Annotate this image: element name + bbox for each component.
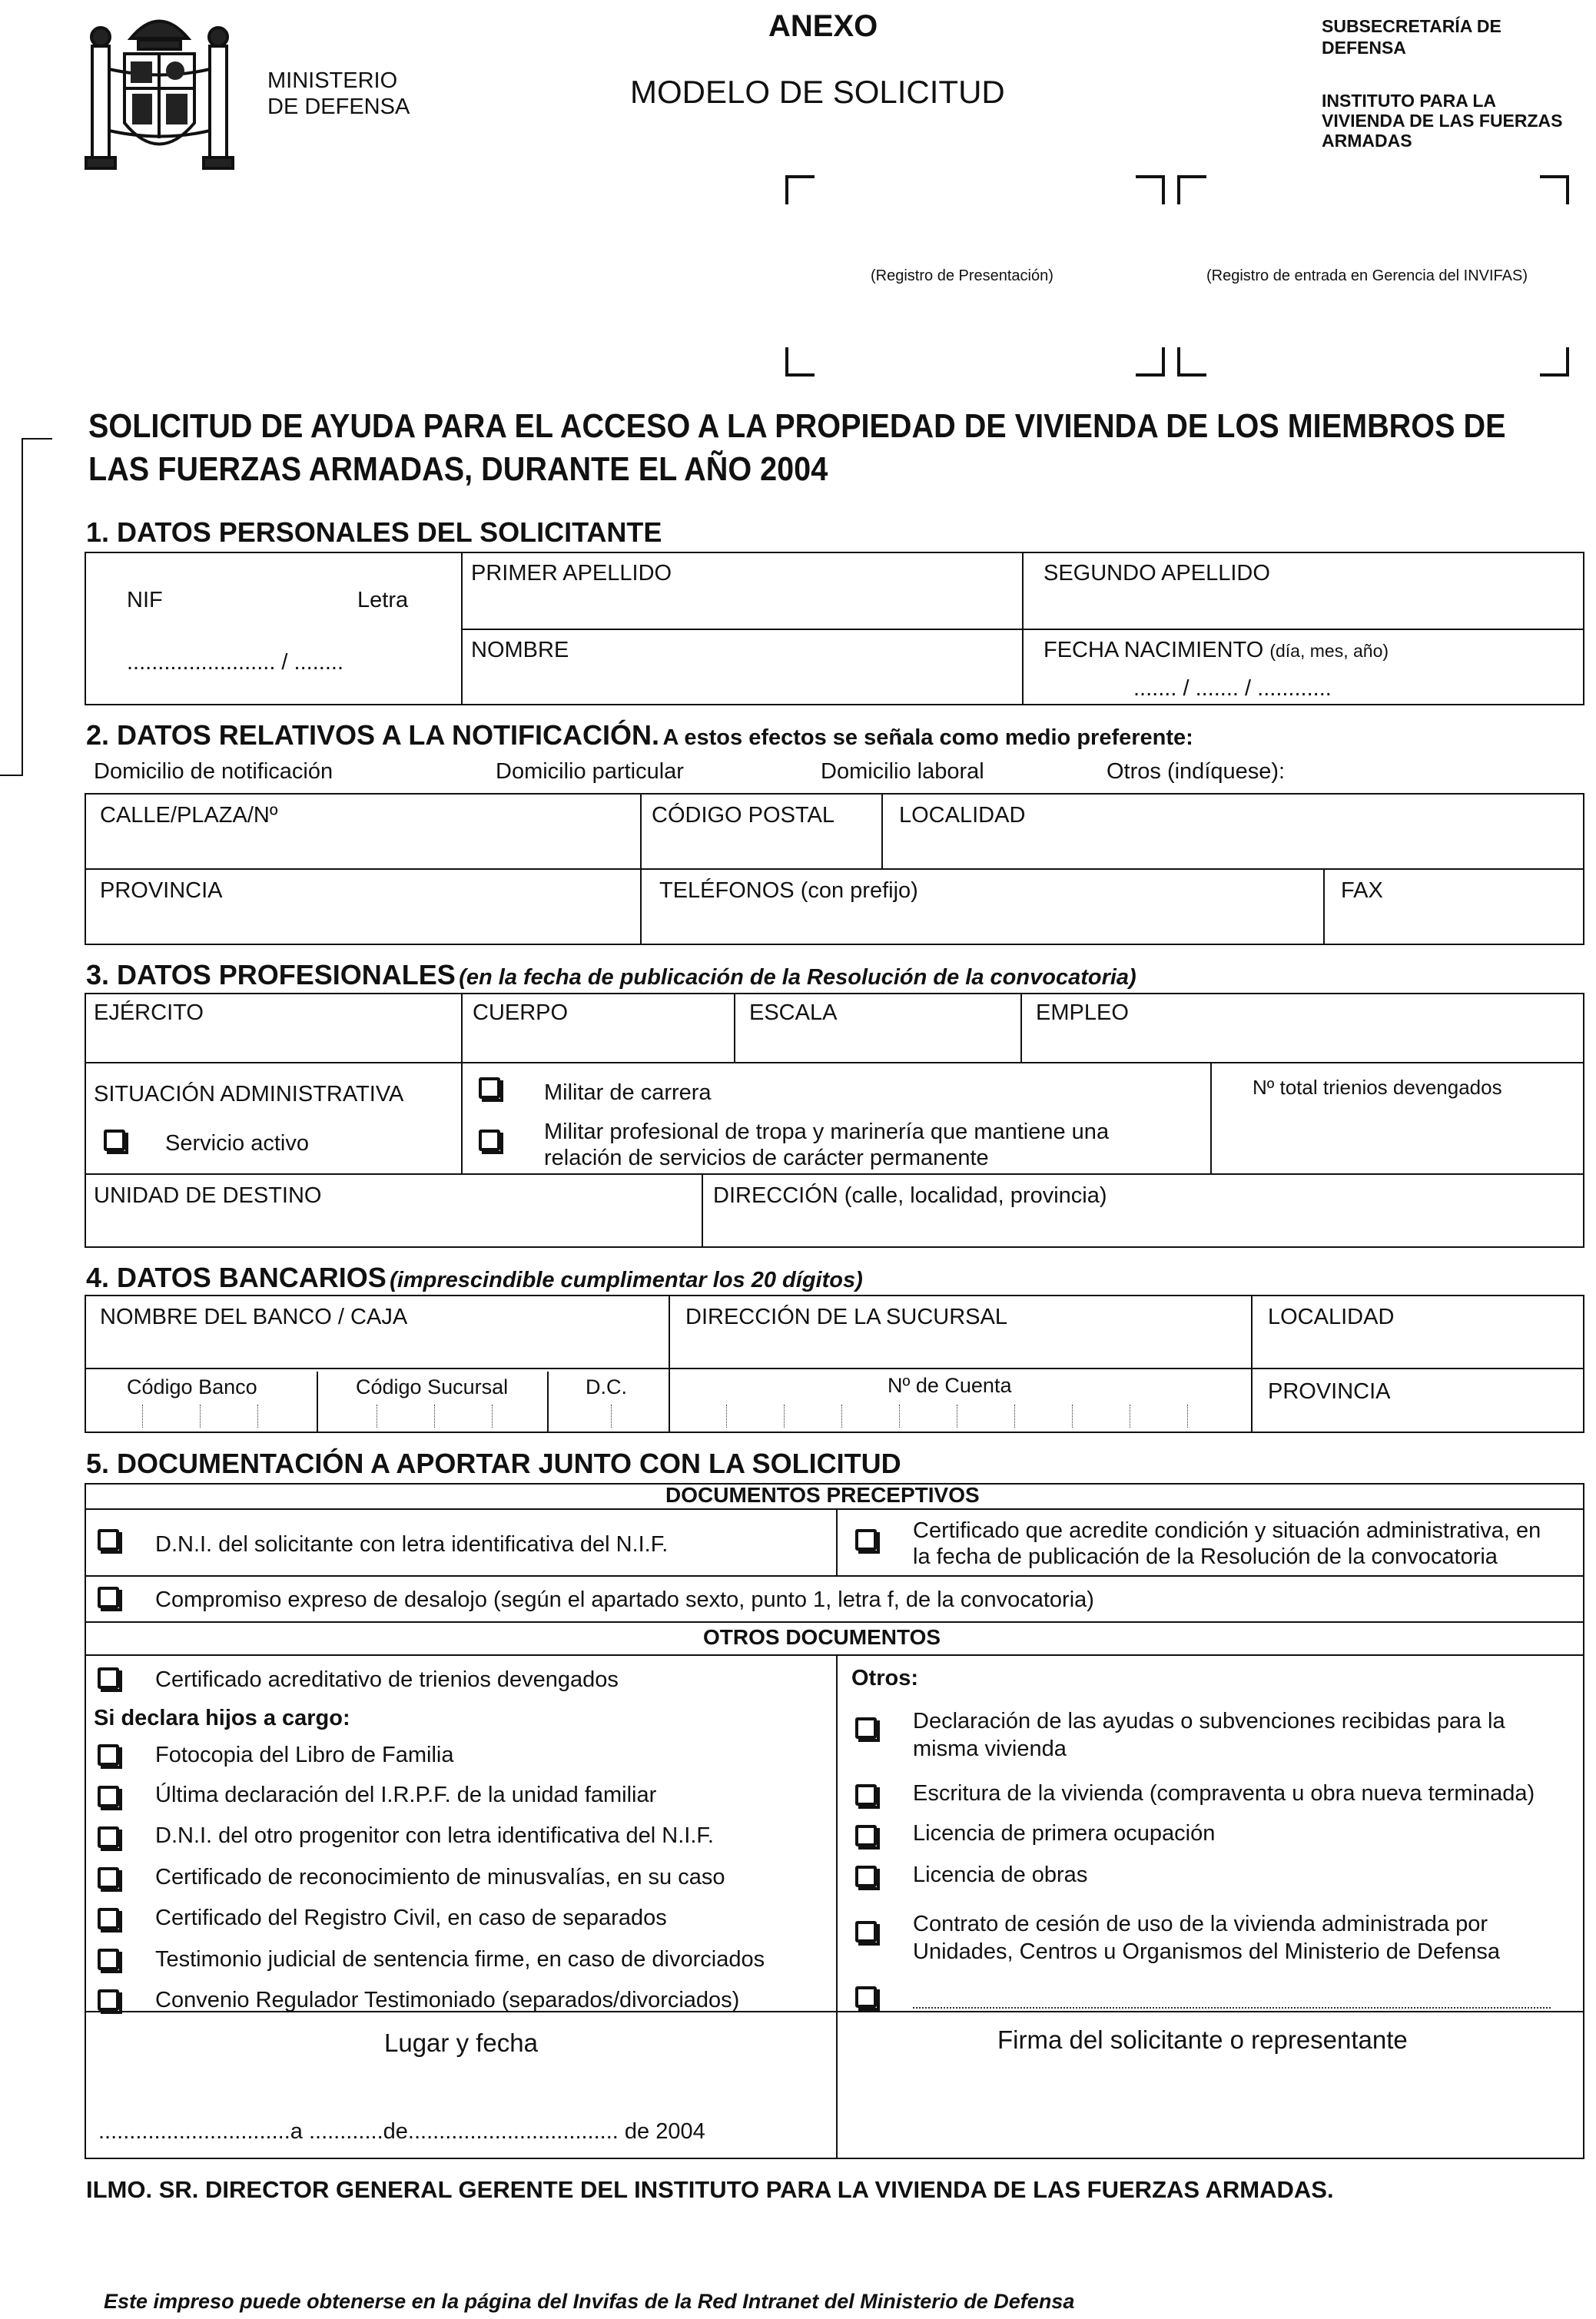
primer-apellido-field[interactable]: PRIMER APELLIDO [471, 561, 672, 586]
fecha-nacimiento-fill[interactable]: ....... / ....... / ............ [1133, 676, 1332, 701]
firma-label: Firma del solicitante o representante [997, 2025, 1408, 2054]
compromiso-label: Compromiso expreso de desalojo (según el apartado sexto, punto 1, letra f, de la convocatoria) [155, 1587, 1094, 1612]
coat-of-arms-logo [77, 8, 242, 181]
register-corner [1136, 175, 1165, 204]
director-line: ILMO. SR. DIRECTOR GENERAL GERENTE DEL INSTITUTO PARA LA VIVIENDA DE LAS FUERZAS ARMADAS. [86, 2176, 1334, 2203]
dc-field[interactable]: D.C. [586, 1375, 627, 1398]
minusvalias-checkbox[interactable] [98, 1867, 119, 1889]
option-domicilio-notificacion[interactable]: Domicilio de notificación [94, 759, 333, 784]
registro-civil-label: Certificado del Registro Civil, en caso de separados [155, 1906, 667, 1930]
irpf-label: Última declaración del I.R.P.F. de la unidad familiar [155, 1783, 657, 1807]
margin-bracket [22, 438, 52, 440]
preceptivos-heading: DOCUMENTOS PRECEPTIVOS [665, 1483, 980, 1507]
militar-profesional-checkbox[interactable] [479, 1130, 500, 1151]
servicio-activo-checkbox[interactable] [104, 1130, 125, 1151]
form-title: SOLICITUD DE AYUDA PARA EL ACCESO A LA PROPIEDAD DE VIVIENDA DE LOS MIEMBROS DE LAS FUERZAS ARMADAS, DURANTE EL AÑO 2004 [88, 407, 1506, 488]
codigo-banco-field[interactable]: Código Banco [127, 1375, 257, 1398]
nif-label: NIF [127, 588, 163, 612]
telefonos-field[interactable]: TELÉFONOS (con prefijo) [659, 878, 918, 903]
trienios-label: Certificado acreditativo de trienios devengados [155, 1667, 619, 1692]
trienios-checkbox[interactable] [98, 1667, 119, 1689]
section-5-heading: 5. DOCUMENTACIÓN A APORTAR JUNTO CON LA SOLICITUD [86, 1448, 901, 1479]
escritura-checkbox[interactable] [855, 1784, 877, 1806]
registro-presentacion: (Registro de Presentación) [871, 267, 1053, 284]
sentencia-label: Testimonio judicial de sentencia firme, en caso de divorciados [155, 1947, 765, 1972]
sucursal-field[interactable]: DIRECCIÓN DE LA SUCURSAL [685, 1305, 1007, 1329]
libro-familia-checkbox[interactable] [98, 1744, 119, 1766]
margin-bracket [22, 438, 23, 776]
section-2-heading: 2. DATOS RELATIVOS A LA NOTIFICACIÓN. A estos efectos se señala como medio preferente: [86, 719, 1193, 751]
nif-field[interactable]: ........................ / ........ [127, 650, 343, 675]
letra-label: Letra [357, 588, 409, 612]
servicio-activo-label: Servicio activo [165, 1131, 309, 1156]
contrato-checkbox[interactable] [855, 1921, 877, 1942]
annex-label: ANEXO [768, 9, 878, 43]
nombre-field[interactable]: NOMBRE [471, 638, 569, 662]
subsecretaria-label: SUBSECRETARÍA DE DEFENSA [1322, 16, 1501, 58]
section-1-heading: 1. DATOS PERSONALES DEL SOLICITANTE [86, 516, 662, 548]
empleo-field[interactable]: EMPLEO [1036, 1000, 1129, 1025]
irpf-checkbox[interactable] [98, 1786, 119, 1807]
cuerpo-field[interactable]: CUERPO [473, 1000, 569, 1025]
otro-documento-field[interactable] [913, 2007, 1551, 2009]
escritura-label: Escritura de la vivienda (compraventa u obra nueva terminada) [913, 1781, 1535, 1806]
option-domicilio-particular[interactable]: Domicilio particular [496, 759, 684, 784]
localidad-field[interactable]: LOCALIDAD [899, 803, 1026, 828]
section-3-heading: 3. DATOS PROFESIONALES (en la fecha de publicación de la Resolución de la convocatoria) [86, 959, 1136, 990]
unidad-destino-field[interactable]: UNIDAD DE DESTINO [94, 1183, 322, 1208]
otros-documentos-heading: OTROS DOCUMENTOS [703, 1625, 941, 1649]
trienios-field[interactable]: Nº total trienios devengados [1253, 1076, 1502, 1099]
calle-field[interactable]: CALLE/PLAZA/Nº [100, 803, 278, 828]
licencia-primera-checkbox[interactable] [855, 1825, 877, 1846]
segundo-apellido-field[interactable]: SEGUNDO APELLIDO [1044, 561, 1270, 586]
dni-label: D.N.I. del solicitante con letra identificativa del N.I.F. [155, 1532, 669, 1557]
dni-progenitor-label: D.N.I. del otro progenitor con letra identificativa del N.I.F. [155, 1823, 714, 1848]
register-corner [785, 347, 815, 377]
declaracion-label: Declaración de las ayudas o subvenciones recibidas para la misma vivienda [913, 1709, 1505, 1761]
codigo-postal-field[interactable]: CÓDIGO POSTAL [652, 803, 834, 828]
direccion-field[interactable]: DIRECCIÓN (calle, localidad, provincia) [713, 1183, 1107, 1208]
documents-table [85, 1483, 1584, 2159]
registro-entrada: (Registro de entrada en Gerencia del INVIFAS) [1206, 267, 1528, 284]
licencia-obras-label: Licencia de obras [913, 1863, 1088, 1887]
register-corner [1540, 175, 1569, 204]
compromiso-checkbox[interactable] [98, 1587, 119, 1608]
otro-documento-checkbox[interactable] [855, 1986, 877, 2008]
instituto-label: INSTITUTO PARA LA VIVIENDA DE LAS FUERZAS ARMADAS [1322, 91, 1563, 151]
hijos-label: Si declara hijos a cargo: [94, 1706, 350, 1730]
convenio-checkbox[interactable] [98, 1989, 119, 2011]
dni-progenitor-checkbox[interactable] [98, 1826, 119, 1848]
register-corner [1177, 175, 1206, 204]
registro-civil-checkbox[interactable] [98, 1908, 119, 1929]
lugar-fecha-label: Lugar y fecha [384, 2029, 538, 2057]
declaracion-checkbox[interactable] [855, 1717, 877, 1739]
bank-localidad-field[interactable]: LOCALIDAD [1268, 1305, 1395, 1329]
otros-label: Otros: [851, 1666, 918, 1690]
militar-carrera-checkbox[interactable] [479, 1077, 500, 1099]
banco-field[interactable]: NOMBRE DEL BANCO / CAJA [100, 1305, 408, 1329]
option-domicilio-laboral[interactable]: Domicilio laboral [821, 759, 984, 784]
codigo-sucursal-field[interactable]: Código Sucursal [356, 1375, 509, 1398]
bank-provincia-field[interactable]: PROVINCIA [1268, 1379, 1391, 1404]
libro-familia-label: Fotocopia del Libro de Familia [155, 1743, 454, 1767]
situacion-label: SITUACIÓN ADMINISTRATIVA [94, 1082, 404, 1106]
ministry-name: MINISTERIO DE DEFENSA [267, 68, 410, 119]
margin-bracket [0, 775, 23, 776]
convenio-label: Convenio Regulador Testimoniado (separados/divorciados) [155, 1988, 740, 2012]
minusvalias-label: Certificado de reconocimiento de minusvalías, en su caso [155, 1865, 725, 1889]
certificado-checkbox[interactable] [855, 1529, 877, 1551]
fecha-nacimiento-field[interactable]: FECHA NACIMIENTO (día, mes, año) [1044, 638, 1389, 662]
lugar-fecha-field[interactable]: ...............................a ............de.................................. de 2004 [98, 2119, 705, 2144]
licencia-obras-checkbox[interactable] [855, 1866, 877, 1887]
register-corner [785, 175, 815, 204]
register-corner [1136, 347, 1165, 377]
certificado-label: Certificado que acredite condición y situación administrativa, en la fecha de publicación de la Resolución de la convocatoria [913, 1518, 1541, 1569]
footer-note: Este impreso puede obtenerse en la página del Invifas de la Red Intranet del Ministerio de Defensa [104, 2290, 1075, 2313]
sentencia-checkbox[interactable] [98, 1949, 119, 1970]
ejercito-field[interactable]: EJÉRCITO [94, 1000, 204, 1025]
dni-checkbox[interactable] [98, 1529, 119, 1551]
provincia-field[interactable]: PROVINCIA [100, 878, 223, 903]
contrato-label: Contrato de cesión de uso de la vivienda administrada por Unidades, Centros u Organismos del Ministerio de Defensa [913, 1912, 1501, 1964]
model-title: MODELO DE SOLICITUD [630, 74, 1005, 110]
licencia-primera-label: Licencia de primera ocupación [913, 1821, 1216, 1846]
fax-field[interactable]: FAX [1341, 878, 1383, 903]
section-4-heading: 4. DATOS BANCARIOS (imprescindible cumplimentar los 20 dígitos) [86, 1262, 863, 1293]
option-otros[interactable]: Otros (indíquese): [1107, 759, 1286, 784]
register-corner [1177, 347, 1206, 377]
militar-profesional-label: Militar profesional de tropa y marinería que mantiene una relación de servicios de carácter permanente [544, 1120, 1110, 1170]
cuenta-field[interactable]: Nº de Cuenta [888, 1374, 1012, 1397]
register-corner [1540, 347, 1569, 377]
militar-carrera-label: Militar de carrera [544, 1080, 712, 1105]
escala-field[interactable]: ESCALA [749, 1000, 838, 1025]
